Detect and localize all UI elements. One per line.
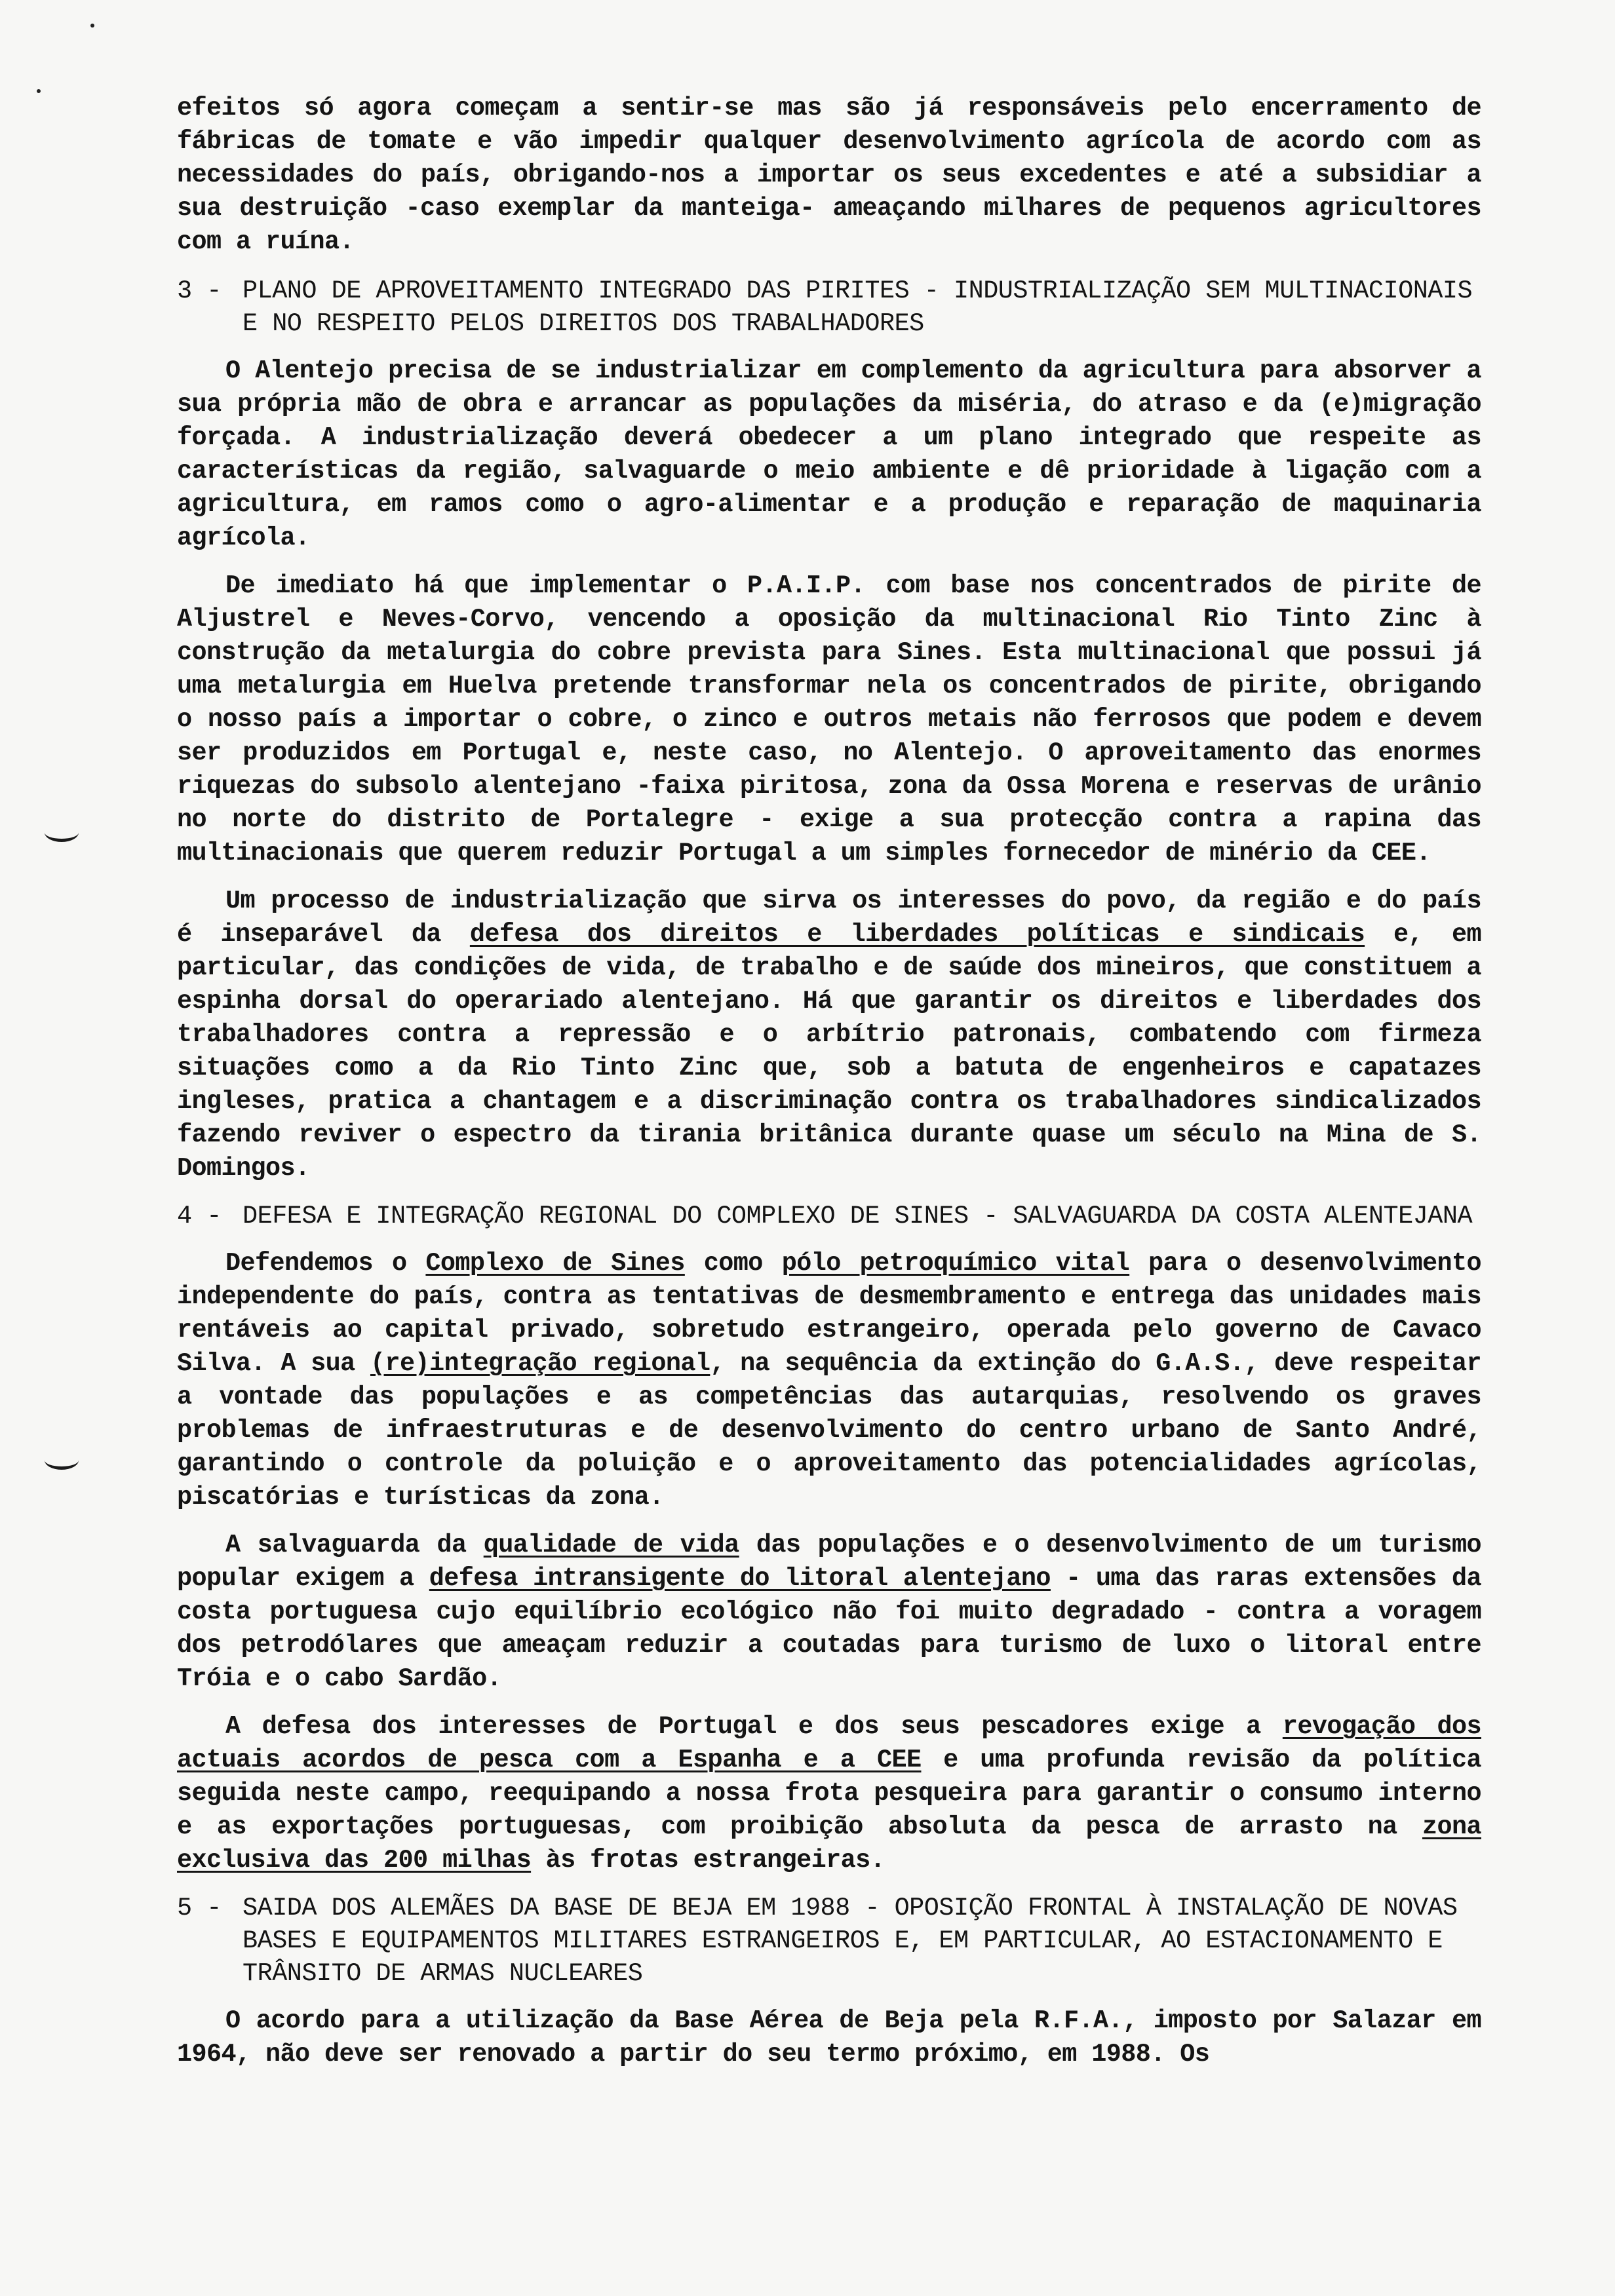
paragraph: Defendemos o Complexo de Sines como pólo petroquímico vital para o desenvolvimento independente do país, contra as tentativas de desmembramento e entrega das unidades mais rentáveis ao capital privado, sobretudo estrangeiro, operada pelo governo de Cavaco Silva. A sua (re)integração regional, na sequência da extinção do G.A.S., deve respeitar a vontade das populações e as competências das autarquias, resolvendo os graves problemas de infraestruturas e de desenvolvimento do centro urbano de Santo André, garantindo o controle da poluição e o aproveitamento das potencialidades agrícolas, piscatórias e turísticas da zona.	[177, 1249, 1481, 1512]
underlined-phrase: pólo petroquímico vital	[781, 1249, 1130, 1278]
section-4-heading	[177, 1200, 1481, 1233]
punch-mark	[90, 24, 94, 28]
underlined-phrase: zona exclusiva das 200 milhas	[177, 1812, 1481, 1875]
paragraph: A defesa dos interesses de Portugal e dos seus pescadores exige a revogação dos actuais acordos de pesca com a Espanha e a CEE e uma profunda revisão da política seguida neste campo, reequipando a nossa frota pesqueira para garantir o consumo interno e as exportações portuguesas, com proibição absoluta da pesca de arrasto na zona exclusiva das 200 milhas às frotas estrangeiras.	[177, 1712, 1481, 1875]
paragraph: A salvaguarda da qualidade de vida das populações e o desenvolvimento de um turismo popular exigem a defesa intransigente do litoral alentejano - uma das raras extensões da costa portuguesa cujo equilíbrio ecológico não foi muito degradado - contra a voragem dos petrodólares que ameaçam reduzir a coutadas para turismo de luxo o litoral entre Tróia e o cabo Sardão.	[177, 1531, 1481, 1693]
underlined-phrase: defesa dos direitos e liberdades políticas e sindicais	[469, 920, 1365, 949]
paragraph: De imediato há que implementar o P.A.I.P. com base nos concentrados de pirite de Aljustrel e Neves-Corvo, vencendo a oposição da multinacional Rio Tinto Zinc à construção da metalurgia do cobre prevista para Sines. Esta multinacional que possui já uma metalurgia em Huelva pretende transformar nela os concentrados de pirite, obrigando o nosso país a importar o cobre, o zinco e outros metais não ferrosos que podem e devem ser produzidos em Portugal e, neste caso, no Alentejo. O aproveitamento das enormes riquezas do subsolo alentejano -faixa piritosa, zona da Ossa Morena e reservas de urânio no norte do distrito de Portalegre - exige a sua protecção contra a rapina das multinacionais que querem reduzir Portugal a um simples fornecedor de minério da CEE.	[177, 571, 1481, 868]
underlined-phrase: defesa intransigente do litoral alentejano	[429, 1564, 1051, 1593]
document-body	[177, 92, 1481, 2086]
underlined-phrase: (re)integração regional	[370, 1349, 710, 1378]
section-title: SAIDA DOS ALEMÃES DA BASE DE BEJA EM 1988 - OPOSIÇÃO FRONTAL À INSTALAÇÃO DE NOVAS BASES E EQUIPAMENTOS MILITARES ESTRANGEIROS E, EM PARTICULAR, AO ESTACIONAMENTO E TRÂNSITO DE ARMAS NUCLEARES	[243, 1894, 1458, 1988]
underlined-phrase: Complexo de Sines	[425, 1249, 685, 1278]
margin-mark	[45, 823, 79, 842]
paragraph: Um processo de industrialização que sirva os interesses do povo, da região e do país é inseparável da defesa dos direitos e liberdades políticas e sindicais e, em particular, das condições de vida, de trabalho e de saúde dos mineiros, que constituem a espinha dorsal do operariado alentejano. Há que garantir os direitos e liberdades dos trabalhadores contra a repressão e o arbítrio patronais, combatendo com firmeza situações como a da Rio Tinto Zinc que, sob a batuta de engenheiros e capatazes ingleses, pratica a chantagem e a discriminação contra os trabalhadores sindicalizados fazendo reviver o espectro da tirania britânica durante quase um século na Mina de S. Domingos.	[177, 887, 1481, 1183]
section-title: DEFESA E INTEGRAÇÃO REGIONAL DO COMPLEXO DE SINES - SALVAGUARDA DA COSTA ALENTEJANA	[243, 1202, 1473, 1231]
section-number: 4 -	[177, 1202, 222, 1231]
underlined-phrase: qualidade de vida	[483, 1531, 739, 1559]
section-number: 5 -	[177, 1894, 222, 1923]
section-3-heading	[177, 275, 1481, 340]
margin-mark	[45, 1451, 79, 1470]
section-title: PLANO DE APROVEITAMENTO INTEGRADO DAS PIRITES - INDUSTRIALIZAÇÃO SEM MULTINACIONAIS E NO RESPEITO PELOS DIREITOS DOS TRABALHADORES	[243, 277, 1473, 338]
section-5-heading	[177, 1892, 1481, 1990]
paragraph: O Alentejo precisa de se industrializar em complemento da agricultura para absorver a sua própria mão de obra e arrancar as populações da miséria, do atraso e da (e)migração forçada. A industrialização deverá obedecer a um plano integrado que respeite as características da região, salvaguarde o meio ambiente e dê prioridade à ligação com a agricultura, em ramos como o agro-alimentar e a produção e reparação de maquinaria agrícola.	[177, 356, 1481, 552]
section-number: 3 -	[177, 277, 222, 305]
paragraph: O acordo para a utilização da Base Aérea de Beja pela R.F.A., imposto por Salazar em 1964, não deve ser renovado a partir do seu termo próximo, em 1988. Os	[177, 2006, 1481, 2069]
underlined-phrase: revogação dos actuais acordos de pesca com a Espanha e a CEE	[177, 1712, 1481, 1774]
intro-paragraph: efeitos só agora começam a sentir-se mas são já responsáveis pelo encerramento de fábricas de tomate e vão impedir qualquer desenvolvimento agrícola de acordo com as necessidades do país, obrigando-nos a importar os seus excedentes e até a subsidiar a sua destruição -caso exemplar da manteiga- ameaçando milhares de pequenos agricultores com a ruína.	[177, 94, 1481, 256]
punch-mark	[37, 89, 41, 93]
